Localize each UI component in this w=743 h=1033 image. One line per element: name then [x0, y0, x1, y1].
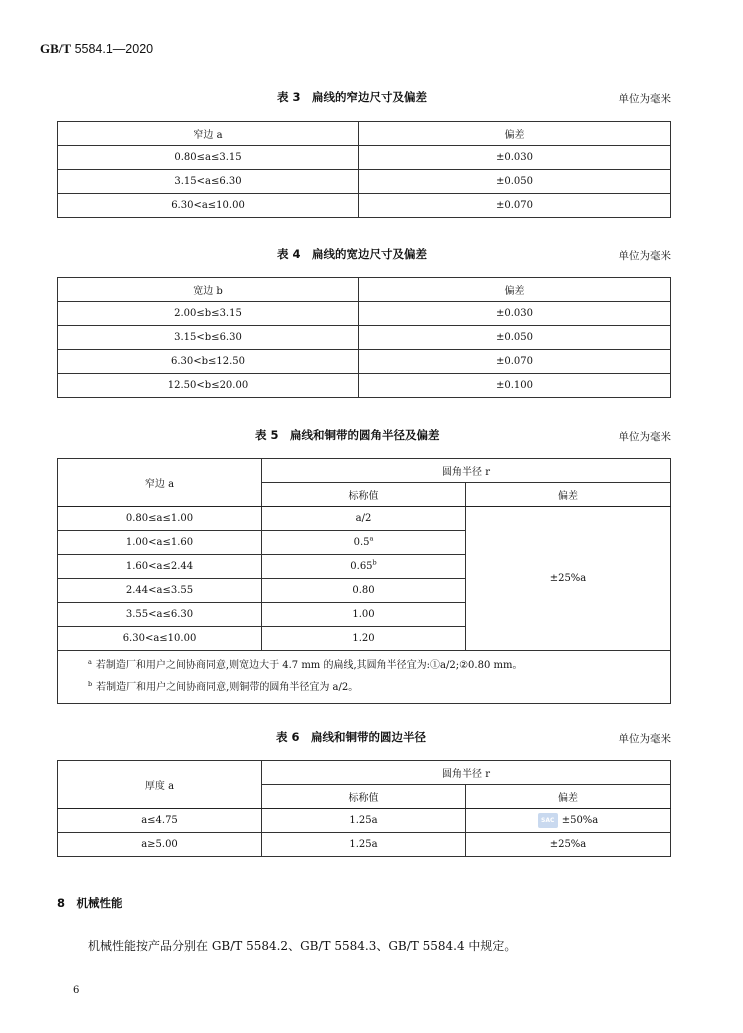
table5-range: 1.60<a≤2.44 [58, 555, 262, 579]
table3-header-narrow-edge: 窄边 a [58, 122, 359, 146]
table6-tolerance-cell [466, 809, 671, 833]
table4-caption: 表 4 扁线的宽边尺寸及偏差 [277, 247, 428, 261]
table5-nominal: 1.20 [262, 627, 466, 651]
table6 [57, 760, 671, 857]
table5-header-nominal: 标称值 [262, 483, 466, 507]
table3-unit: 单位为毫米 [618, 93, 671, 105]
table5-nominal: a/2 [262, 507, 466, 531]
table6-cell: ±25%a [466, 833, 671, 857]
table4-cell: ±0.030 [359, 302, 671, 326]
table4-cell: 6.30<b≤12.50 [58, 350, 359, 374]
table4-cell: 2.00≤b≤3.15 [58, 302, 359, 326]
table4-header-tolerance: 偏差 [359, 278, 671, 302]
table3-caption: 表 3 扁线的窄边尺寸及偏差 [277, 90, 428, 104]
table5-caption: 表 5 扁线和铜带的圆角半径及偏差 [255, 428, 440, 442]
table4-cell: ±0.050 [359, 326, 671, 350]
page-number: 6 [73, 985, 80, 996]
table5-nominal-cell [262, 555, 466, 579]
table6-cell: 1.25a [262, 833, 466, 857]
table5-notes [58, 651, 671, 704]
table3 [57, 121, 671, 218]
table6-cell: a≤4.75 [58, 809, 262, 833]
table6-header-nominal: 标称值 [262, 785, 466, 809]
table4-unit: 单位为毫米 [618, 250, 671, 262]
table6-cell: 1.25a [262, 809, 466, 833]
table5-tolerance: ±25%a [466, 507, 671, 651]
table6-header-tolerance: 偏差 [466, 785, 671, 809]
table5-nominal: 1.00 [262, 603, 466, 627]
table4-cell: 12.50<b≤20.00 [58, 374, 359, 398]
table3-cell: ±0.070 [359, 194, 671, 218]
footnote-ref-a: a [369, 534, 374, 543]
table4-cell: 3.15<b≤6.30 [58, 326, 359, 350]
standard-prefix: GB/T [40, 41, 72, 56]
section-8-body: 机械性能按产品分别在 GB/T 5584.2、GB/T 5584.3、GB/T 5584.4 中规定。 [88, 939, 517, 953]
table6-cell: ±50%a [561, 815, 599, 826]
table5-range: 0.80≤a≤1.00 [58, 507, 262, 531]
table5-nominal: 0.80 [262, 579, 466, 603]
table5-header-narrow-edge: 窄边 a [58, 459, 262, 507]
table5-header-radius: 圆角半径 r [262, 459, 671, 483]
note-mark-a: a [88, 657, 92, 666]
table6-caption: 表 6 扁线和铜带的圆边半径 [276, 730, 427, 744]
table4-cell: ±0.100 [359, 374, 671, 398]
sac-watermark-logo: SAC [538, 813, 558, 828]
table5-nominal: 0.5 [353, 537, 370, 548]
standard-id [40, 41, 153, 57]
table5-unit: 单位为毫米 [618, 431, 671, 443]
note-mark-b: b [88, 679, 93, 688]
table5-header-tolerance: 偏差 [466, 483, 671, 507]
table3-cell: ±0.030 [359, 146, 671, 170]
table4-cell: ±0.070 [359, 350, 671, 374]
table3-cell: 6.30<a≤10.00 [58, 194, 359, 218]
table5-nominal: 0.65 [350, 561, 373, 572]
note-text-b: 若制造厂和用户之间协商同意,则铜带的圆角半径宜为 a/2。 [96, 682, 359, 693]
table6-cell: a≥5.00 [58, 833, 262, 857]
footnote-ref-b: b [372, 558, 377, 567]
table3-cell: ±0.050 [359, 170, 671, 194]
section-8-heading: 8 机械性能 [57, 896, 123, 910]
table5-note-a [88, 655, 670, 677]
table6-header-thickness: 厚度 a [58, 761, 262, 809]
table5-range: 3.55<a≤6.30 [58, 603, 262, 627]
standard-number: 5584.1—2020 [74, 42, 154, 56]
note-text-a: 若制造厂和用户之间协商同意,则宽边大于 4.7 mm 的扁线,其圆角半径宜为:①a/2;②0.80 mm。 [95, 660, 523, 671]
table6-unit: 单位为毫米 [618, 733, 671, 745]
table5-range: 1.00<a≤1.60 [58, 531, 262, 555]
table6-header-radius: 圆角半径 r [262, 761, 671, 785]
table5-range: 2.44<a≤3.55 [58, 579, 262, 603]
table5-note-b [88, 677, 670, 699]
table3-cell: 0.80≤a≤3.15 [58, 146, 359, 170]
table4 [57, 277, 671, 398]
table5-range: 6.30<a≤10.00 [58, 627, 262, 651]
table4-header-wide-edge: 宽边 b [58, 278, 359, 302]
table3-cell: 3.15<a≤6.30 [58, 170, 359, 194]
table3-header-tolerance: 偏差 [359, 122, 671, 146]
table5-nominal-cell [262, 531, 466, 555]
table5 [57, 458, 671, 704]
